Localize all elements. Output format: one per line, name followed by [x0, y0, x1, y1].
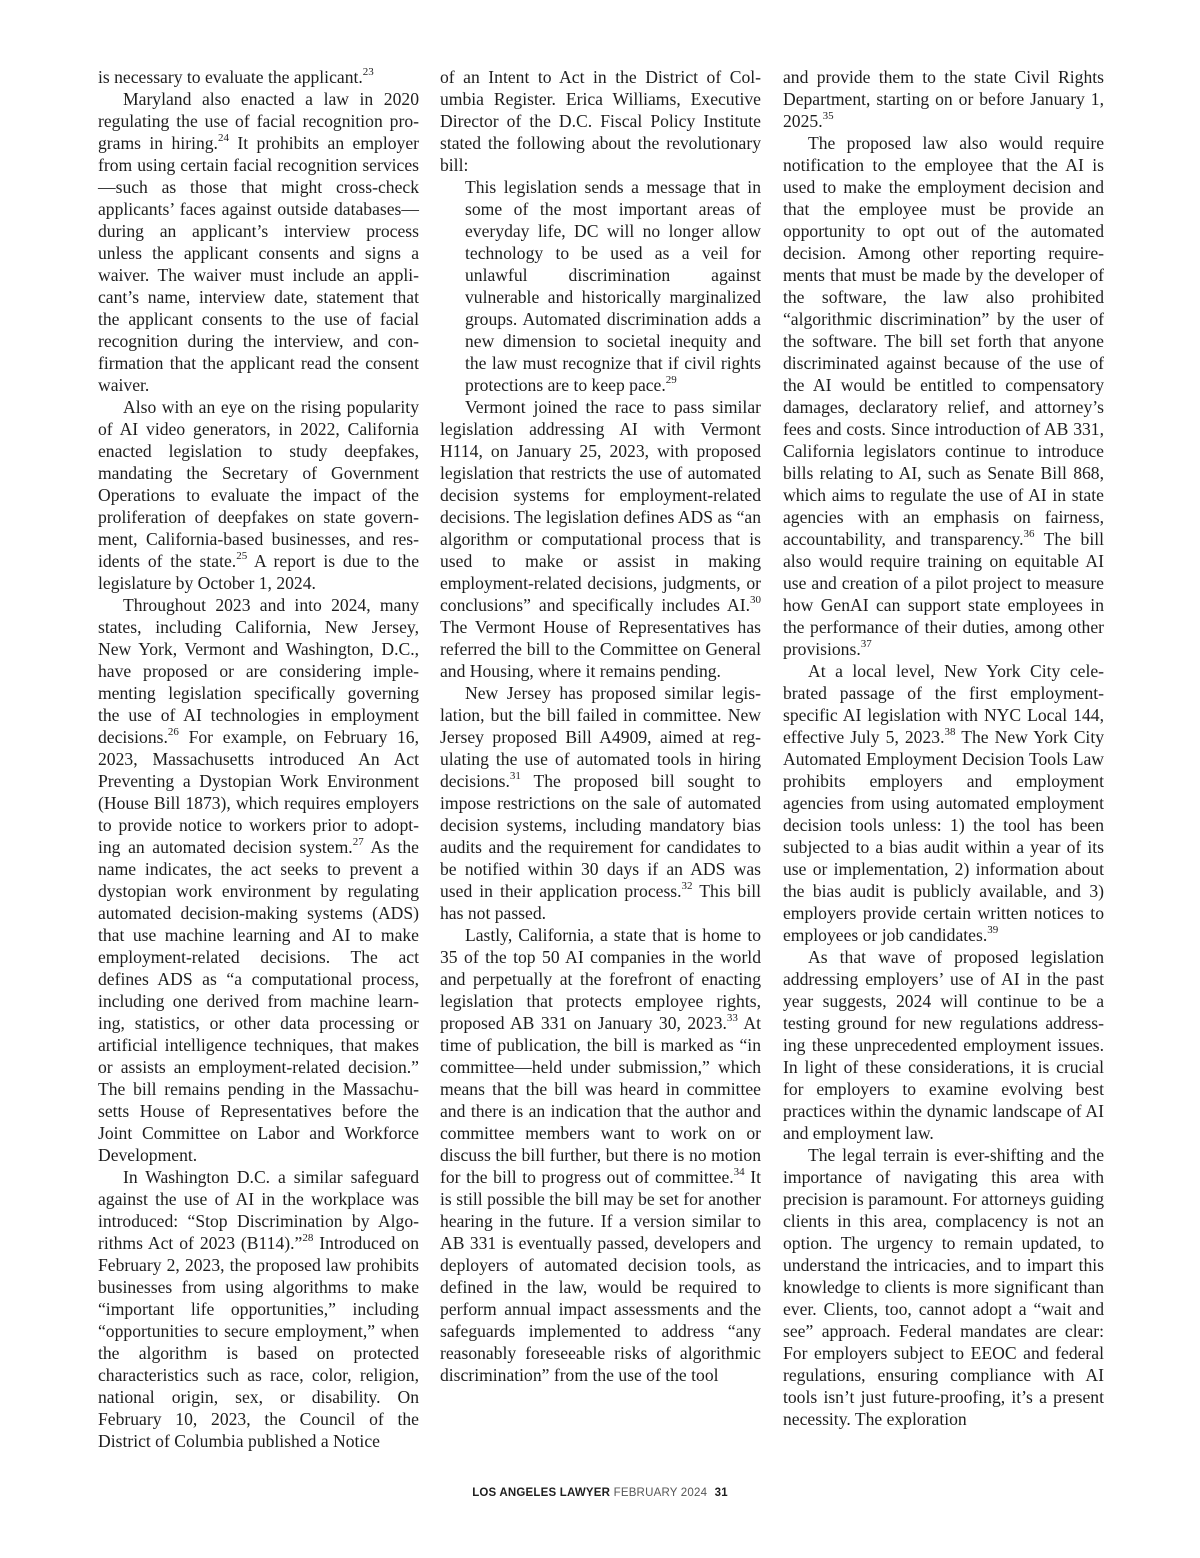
paragraph-text: Lastly, California, a state that is home to 35 of the top 50 AI companies in the world and perpetually at the forefront of enacting legislation that protects employee rights, proposed AB 331 on January 30, 2023.: [440, 925, 761, 1033]
paragraph-text: Throughout 2023 and into 2024, many states, including California, New Jersey, New York, Vermont and Washington, D.C., have proposed or are considering implementing legislation specifically governing the use of AI technologies in employment decisions.: [98, 595, 419, 747]
article-column-1: [98, 66, 419, 1452]
paragraph-text: A report is due to the legislature by October 1, 2024.: [98, 551, 419, 593]
article-column-2: [440, 66, 761, 1386]
page-footer: [0, 1487, 1200, 1499]
paragraph: [783, 1144, 1104, 1430]
paragraph: [98, 66, 419, 88]
paragraph: [440, 396, 761, 682]
footnote-ref: 26: [167, 726, 179, 739]
paragraph: [783, 660, 1104, 946]
paragraph-text: It prohibits an employer from using certain facial recognition services—such as those that might cross-check applicants’ faces against outside databases—during an applicant’s interview process unless the applicant consents and signs a waiver. The waiver must include an applicant’s name, interview date, statement that the applicant consents to the use of facial recognition during the interview, and confirmation that the applicant read the consent waiver.: [98, 133, 419, 395]
paragraph-text: This bill has not passed.: [440, 881, 761, 923]
paragraph: [440, 66, 761, 176]
footnote-ref: 24: [217, 132, 229, 145]
paragraph: [783, 132, 1104, 660]
paragraph-text: is necessary to evaluate the applicant.: [98, 67, 363, 87]
paragraph: [783, 946, 1104, 1144]
footnote-ref: 31: [509, 770, 521, 783]
paragraph-text: The New York City Automated Employment Decision Tools Law prohibits employers and employment agencies from using automated employment decision tools unless: 1) the tool has been subjected to a bias audit within a year of its use or implementation, 2) information about the bias audit is publicly available, and 3) employers provide certain written notices to employees or job candidates.: [783, 727, 1105, 945]
paragraph-text: The legal terrain is ever-shifting and the importance of navigating this area with precision is paramount. For attorneys guiding clients in this area, complacency is not an option. The urgency to remain updated, to understand the intricacies, and to impart this knowledge to clients is more significant than ever. Clients, too, cannot adopt a “wait and see” approach. Federal mandates are clear: For employers subject to EEOC and federal regulations, ensuring compliance with AI tools isn’t just future-proofing, it’s a present necessity. The exploration: [783, 1145, 1104, 1429]
footnote-ref: 32: [681, 880, 693, 893]
paragraph-text: Maryland also enacted a law in 2020 regulating the use of facial recognition programs in hiring.: [98, 89, 419, 153]
paragraph-text: The bill also would require training on equitable AI use and creation of a pilot project to measure how GenAI can support state employees in the performance of their duties, among other provisions.: [783, 529, 1105, 659]
footnote-ref: 29: [665, 374, 677, 387]
block-quote: [465, 176, 761, 396]
footnote-ref: 25: [236, 550, 248, 563]
footnote-ref: 30: [750, 594, 761, 607]
paragraph: [440, 682, 761, 924]
magazine-name: LOS ANGELES LAWYER: [472, 1487, 611, 1499]
paragraph-text: and provide them to the state Civil Rights Department, starting on or before January 1, 2025.: [783, 67, 1104, 131]
footnote-ref: 23: [362, 66, 374, 79]
paragraph-text: New Jersey has proposed similar legislation, but the bill failed in committee. New Jersey proposed Bill A4909, aimed at regulating the use of automated tools in hiring decisions.: [440, 683, 761, 791]
issue-date: FEBRUARY 2024: [613, 1487, 708, 1499]
footnote-ref: 34: [733, 1166, 745, 1179]
paragraph-text: Vermont joined the race to pass similar legislation addressing AI with Vermont H114, on January 25, 2023, with proposed legislation that restricts the use of automated decision systems for employment-related decisions. The legislation defines ADS as “an algorithm or computational process that is used to make or assist in making employment-related decisions, judgments, or conclusions” and specifically includes AI.: [440, 397, 761, 615]
paragraph: [98, 594, 419, 1166]
paragraph: [98, 88, 419, 396]
footnote-ref: 38: [944, 726, 956, 739]
paragraph-text: The proposed law also would require notification to the employee that the AI is used to make the employment decision and that the employee must be provide an opportunity to opt out of the automated decision. Among other reporting requirements that must be made by the developer of the software, the law also prohibited “algorithmic discrimination” by the user of the software. The bill set forth that anyone discriminated against because of the use of the AI would be entitled to compensatory damages, declaratory relief, and attorney’s fees and costs. Since introduction of AB 331, California legislators continue to introduce bills relating to AI, such as Senate Bill 868, which aims to regulate the use of AI in state agencies with an emphasis on fairness, accountability, and transparency.: [783, 133, 1104, 549]
paragraph-text: This legislation sends a message that in some of the most important areas of everyday life, DC will no longer allow technology to be used as a veil for unlawful discrimination against vulnerable and historically marginalized groups. Automated discrimination adds a new dimension to societal inequity and the law must recognize that if civil rights protections are to keep pace.: [465, 177, 761, 395]
paragraph-text: In Washington D.C. a similar safeguard against the use of AI in the workplace was introduced: “Stop Discrimination by Algorithms Act of 2023 (B114).”: [98, 1167, 419, 1253]
paragraph: [98, 1166, 419, 1452]
paragraph-text: of an Intent to Act in the District of Columbia Register. Erica Williams, Executive Director of the D.C. Fiscal Policy Institute stated the following about the revolutionary bill:: [440, 67, 761, 175]
footnote-ref: 39: [987, 924, 999, 937]
footnote-ref: 28: [302, 1232, 314, 1245]
paragraph-text: At a local level, New York City celebrated passage of the first employment-specific AI legislation with NYC Local 144, effective July 5, 2023.: [783, 661, 1104, 747]
paragraph-text: The proposed bill sought to impose restrictions on the sale of automated decision systems, including mandatory bias audits and the requirement for candidates to be notified within 30 days if an ADS was used in their application process.: [440, 771, 761, 901]
paragraph: [98, 396, 419, 594]
paragraph-text: It is still possible the bill may be set for another hearing in the future. If a version similar to AB 331 is eventually passed, developers and deployers of automated decision tools, as defined in the law, would be required to perform annual impact assessments and the safeguards implemented to address “any reasonably foreseeable risks of algorithmic discrimination” from the use of the tool: [440, 1167, 761, 1385]
footnote-ref: 27: [352, 836, 364, 849]
paragraph-text: As the name indicates, the act seeks to prevent a dystopian work environment by regulating automated decision-making systems (ADS) that use machine learning and AI to make employment-related decisions. The act defines ADS as “a computational process, including one derived from machine learning, statistics, or other data processing or artificial intelligence techniques, that makes or assists an employment-related decision.” The bill remains pending in the Massachusetts House of Representatives before the Joint Committee on Labor and Workforce Development.: [98, 837, 419, 1165]
paragraph: [440, 924, 761, 1386]
footnote-ref: 36: [1023, 528, 1035, 541]
paragraph-text: For example, on February 16, 2023, Massachusetts introduced An Act Preventing a Dystopian Work Environment (House Bill 1873), which requires employers to provide notice to workers prior to adopting an automated decision system.: [98, 727, 419, 857]
article-column-3: [783, 66, 1104, 1430]
footnote-ref: 33: [726, 1012, 738, 1025]
page-number: 31: [714, 1487, 728, 1499]
paragraph-text: Introduced on February 2, 2023, the proposed law prohibits businesses from using algorithms to make “important life opportunities,” including “opportunities to secure employment,” when the algorithm is based on protected characteristics such as race, color, religion, national origin, sex, or disability. On February 10, 2023, the Council of the District of Columbia published a Notice: [98, 1233, 419, 1451]
paragraph-text: Also with an eye on the rising popularity of AI video generators, in 2022, California enacted legislation to study deepfakes, mandating the Secretary of Government Operations to evaluate the impact of the proliferation of deepfakes on state government, California-based businesses, and residents of the state.: [98, 397, 419, 571]
paragraph: [783, 66, 1104, 132]
paragraph-text: At time of publication, the bill is marked as “in committee—held under submission,” which means that the bill was heard in committee and there is an indication that the author and committee members want to work on or discuss the bill further, but there is no motion for the bill to progress out of committee.: [440, 1013, 761, 1187]
footnote-ref: 37: [860, 638, 872, 651]
paragraph-text: The Vermont House of Representatives has referred the bill to the Committee on General and Housing, where it remains pending.: [440, 617, 761, 681]
paragraph-text: As that wave of proposed legislation addressing employers’ use of AI in the past year suggests, 2024 will continue to be a testing ground for new regulations addressing these unprecedented employment issues. In light of these considerations, it is crucial for employers to examine evolving best practices within the dynamic landscape of AI and employment law.: [783, 947, 1104, 1143]
footnote-ref: 35: [822, 110, 834, 123]
